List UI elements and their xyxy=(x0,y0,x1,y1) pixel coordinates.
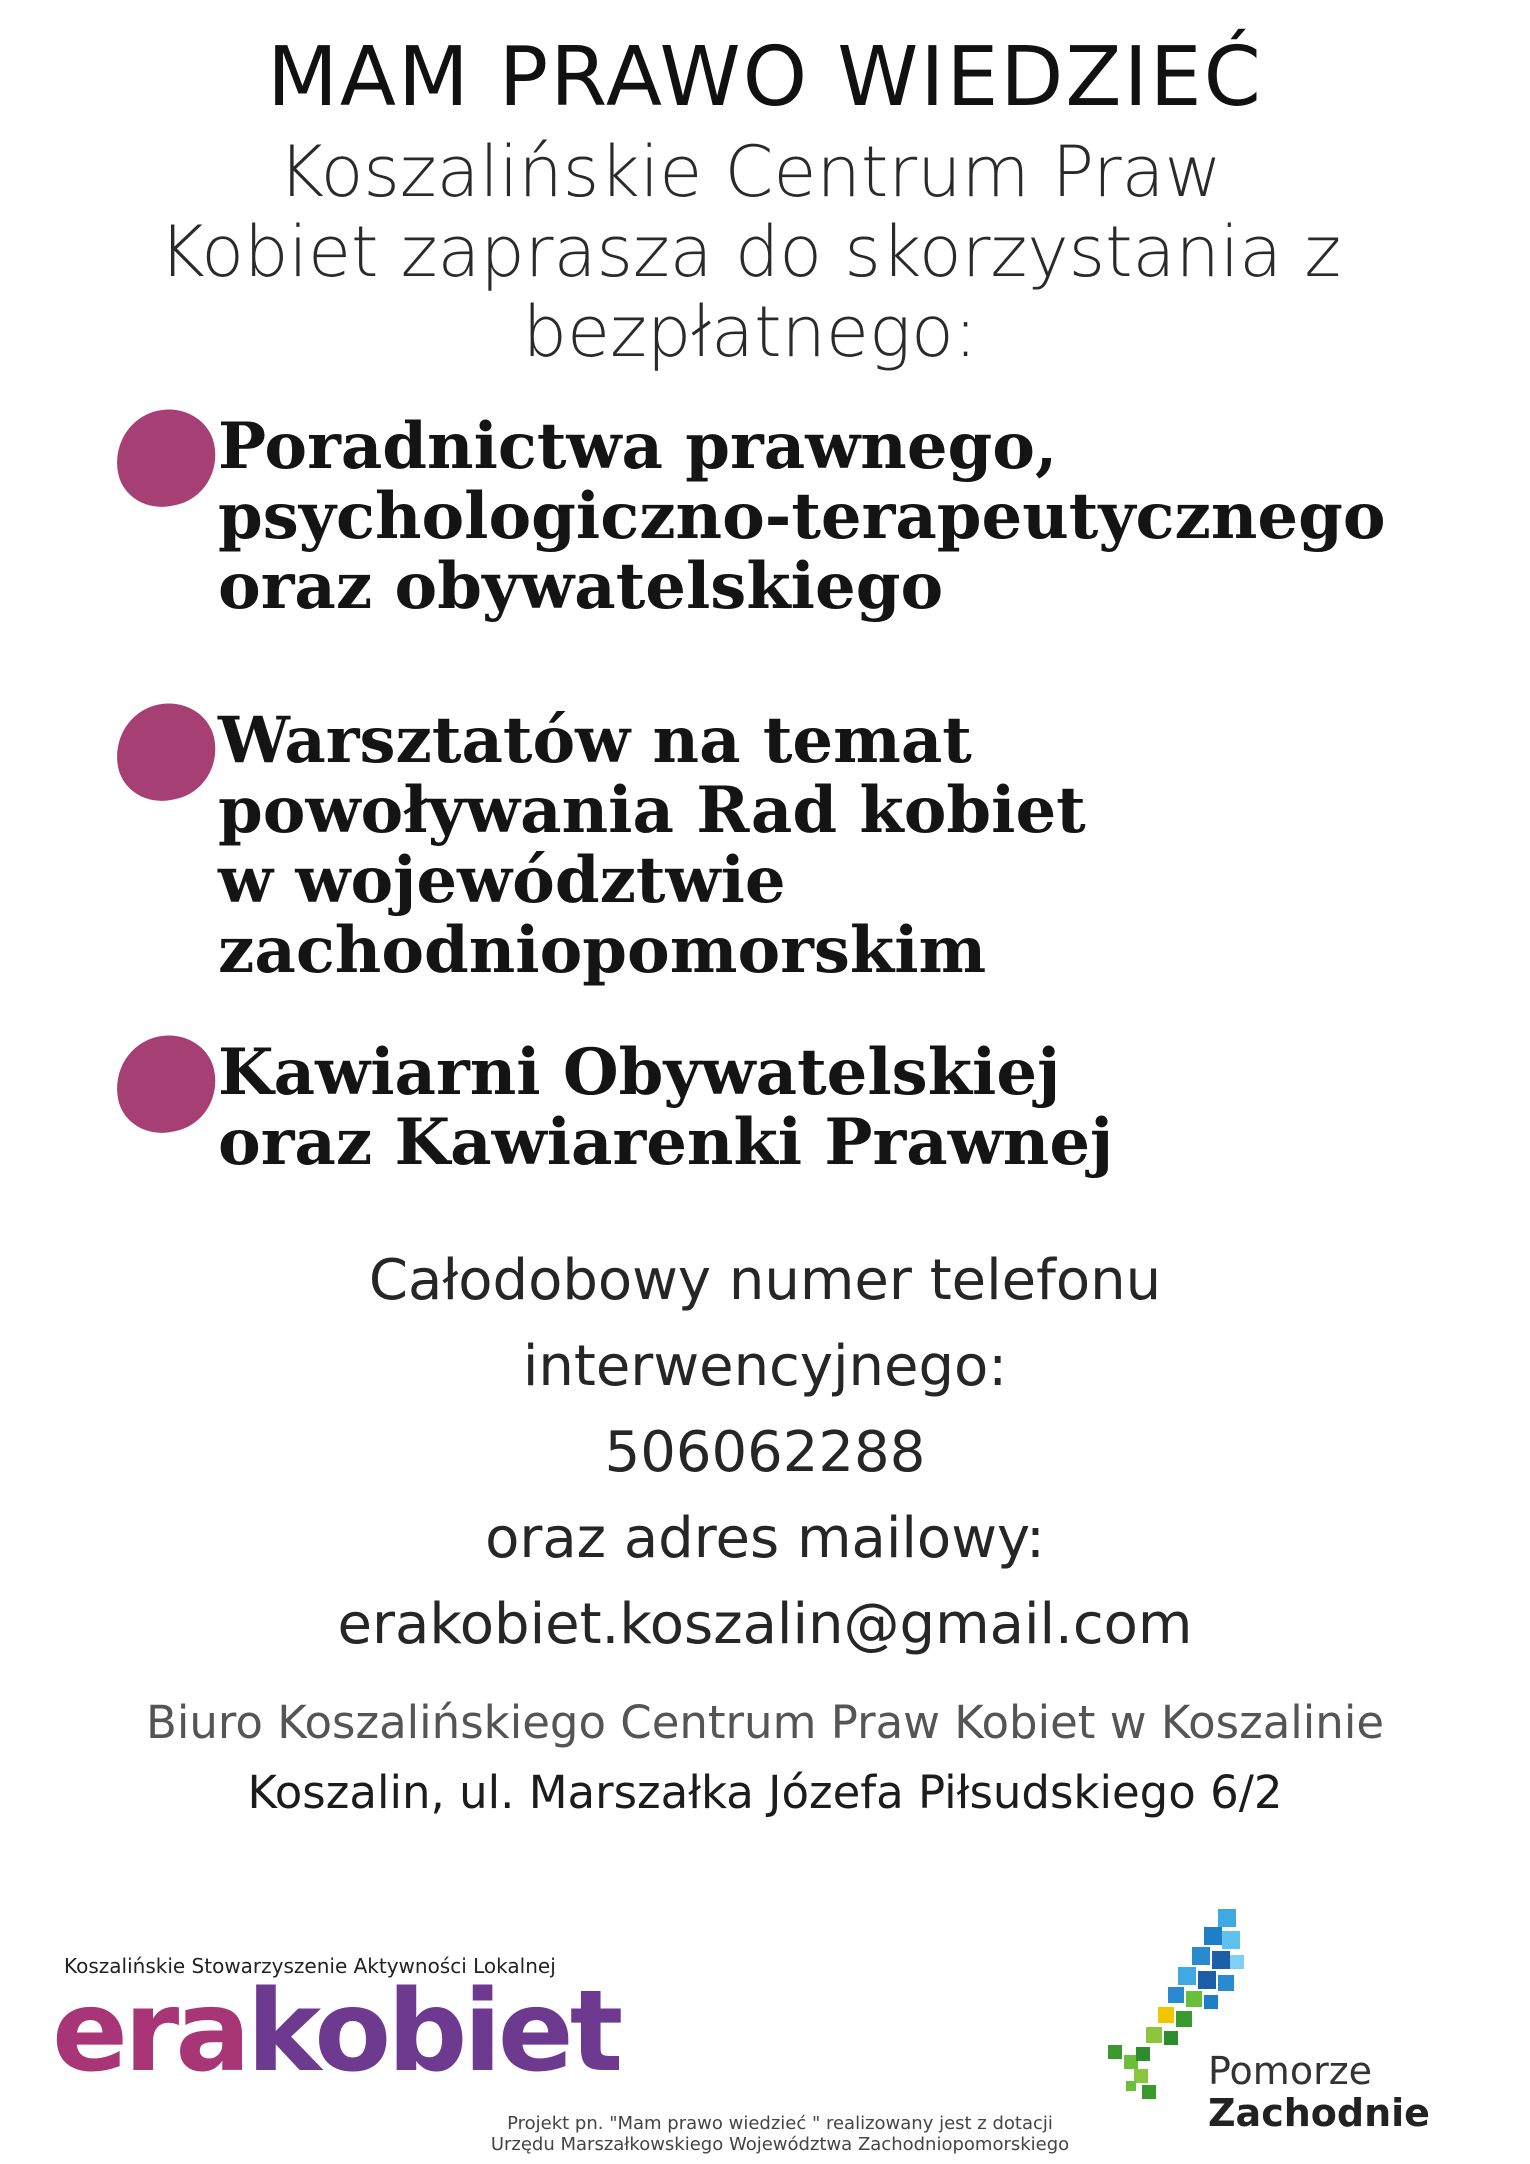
intro-line: Koszalińskie Centrum Praw xyxy=(278,131,1222,213)
office-address: Koszalin, ul. Marszałka Józefa Piłsudskiego 6/2 xyxy=(247,1766,1283,1819)
service-line: powoływania Rad kobiet xyxy=(218,773,1086,848)
logo-era-text: era xyxy=(52,1967,247,2097)
bullet-dot xyxy=(107,401,225,516)
bullet-dot xyxy=(107,695,225,810)
email-address: erakobiet.koszalin@gmail.com xyxy=(337,1592,1193,1657)
project-line: Projekt pn. "Mam prawo wiedzieć " realizowany jest z dotacji xyxy=(507,2113,1053,2134)
phone-number: 506062288 xyxy=(604,1420,926,1485)
service-line: Kawiarni Obywatelskiej xyxy=(218,1035,1061,1110)
region-name xyxy=(1208,2050,1430,2134)
intro-line: Kobiet zaprasza do skorzystania z xyxy=(158,211,1342,293)
phone-label: Całodobowy numer telefonu xyxy=(368,1248,1162,1313)
service-line: w województwie xyxy=(218,843,786,918)
service-line: oraz Kawiarenki Prawnej xyxy=(218,1105,1114,1180)
service-item-legal-advice xyxy=(218,409,1418,624)
page-title: MAM PRAWO WIEDZIEĆ xyxy=(267,30,1263,125)
intro-text xyxy=(100,132,1400,372)
erakobiet-logo xyxy=(52,1967,620,2097)
service-line: psychologiczno-terapeutycznego xyxy=(218,479,1386,554)
project-note xyxy=(380,2113,1180,2155)
bullet-dot xyxy=(107,1027,225,1142)
service-item-cafe xyxy=(218,1035,1418,1180)
project-line: Urzędu Marszałkowskiego Województwa Zachodniopomorskiego xyxy=(490,2134,1070,2155)
region-line-2: Zachodnie xyxy=(1208,2091,1430,2135)
region-line-1: Pomorze xyxy=(1208,2049,1373,2093)
service-line: Poradnictwa prawnego, xyxy=(218,409,1058,484)
service-line: zachodniopomorskim xyxy=(218,913,987,988)
phone-label-2: interwencyjnego: xyxy=(522,1334,1008,1399)
service-line: oraz obywatelskiego xyxy=(218,549,944,624)
service-line: Warsztatów na temat xyxy=(218,703,972,778)
association-name: Koszalińskie Stowarzyszenie Aktywności Lokalnej xyxy=(64,1954,556,1978)
office-name: Biuro Koszalińskiego Centrum Praw Kobiet w Koszalinie xyxy=(145,1696,1385,1749)
email-label: oraz adres mailowy: xyxy=(485,1506,1045,1571)
intro-line: bezpłatnego: xyxy=(522,291,978,373)
logo-kobiet-text: kobiet xyxy=(246,1967,620,2097)
service-item-workshops xyxy=(218,703,1418,988)
